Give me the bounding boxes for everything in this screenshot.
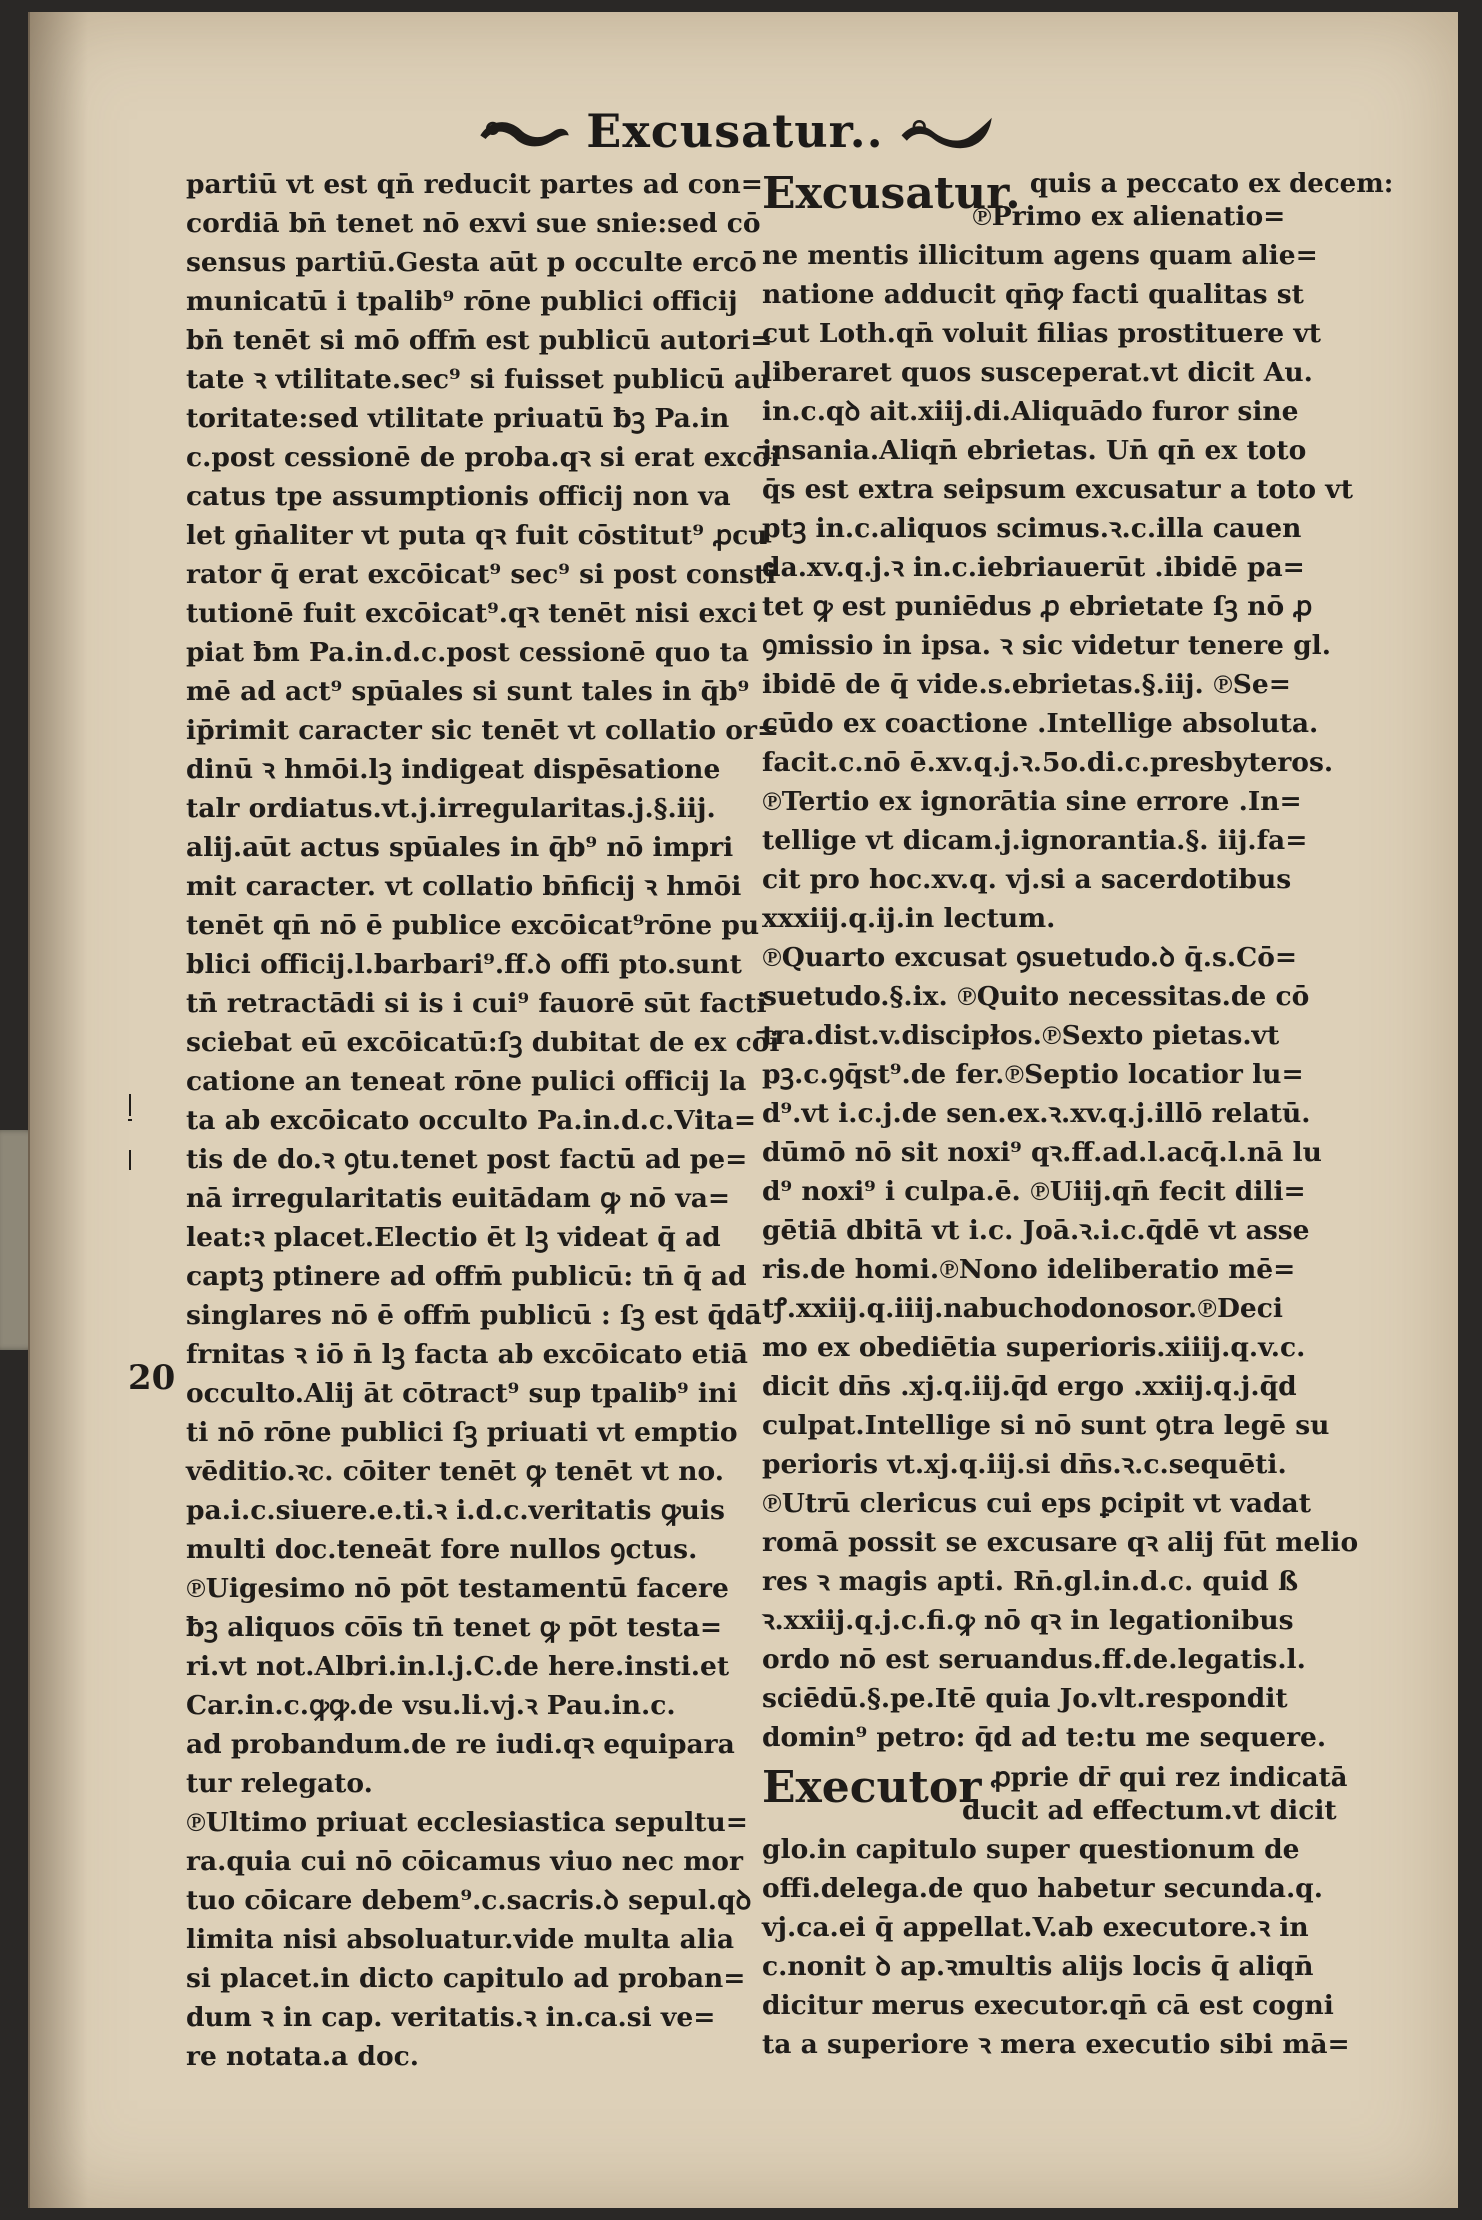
- text-line: ℗Tertio ex ignorātia sine errore .In=: [762, 786, 1302, 817]
- fleuron-left-icon: [475, 106, 572, 156]
- text-line: occulto.Alij āt cōtract⁹ sup tpalib⁹ ini: [186, 1378, 738, 1409]
- text-line: ibidē de q̄ vide.s.ebrietas.§.iij. ℗Se=: [762, 669, 1291, 700]
- text-line: talr ordiatus.vt.j.irregularitas.j.§.iij.: [186, 793, 716, 824]
- text-line: ad probandum.de re iudi.qꝛ equipara: [186, 1729, 735, 1760]
- text-line: let gn̄aliter vt puta qꝛ fuit cōstitut⁹ ꝓcu: [186, 520, 768, 551]
- text-line: suetudo.§.ix. ℗Quito necessitas.de cō: [762, 981, 1310, 1012]
- text-line: tellige vt dicam.j.ignorantia.§. iij.fa=: [762, 825, 1308, 856]
- text-line: ip̄rimit caracter sic tenēt vt collatio or=: [186, 715, 780, 746]
- text-line: pꝫ.c.ꝯq̄st⁹.de fer.℗Septio locatior lu=: [762, 1059, 1304, 1090]
- text-line: ꝯmissio in ipsa. ꝛ sic videtur tenere gl.: [762, 630, 1331, 661]
- text-line: dinū ꝛ hmōi.lꝫ indigeat dispēsatione: [186, 754, 721, 785]
- text-line: ℗Uigesimo nō pōt testamentū facere: [186, 1573, 729, 1604]
- text-line: leat:ꝛ placet.Electio ēt lꝫ videat q̄ ad: [186, 1222, 721, 1253]
- text-line: dicitur merus executor.qn̄ cā est cogni: [762, 1990, 1334, 2021]
- text-line: rator q̄ erat excōicat⁹ sec⁹ si post consti: [186, 559, 777, 590]
- margin-number: 20: [128, 1358, 176, 1398]
- text-line: gētiā dbitā vt i.c. Joā.ꝛ.i.c.q̄dē vt asse: [762, 1215, 1310, 1246]
- text-line: domin⁹ petro: q̄d ad te:tu me sequere.: [762, 1722, 1327, 1753]
- text-line: blici officij.l.barbari⁹.ff.ꝺ offi pto.sunt: [186, 949, 742, 980]
- text-line: xxxiij.q.ij.in lectum.: [762, 903, 1056, 934]
- text-line: tenēt qn̄ nō ē publice excōicat⁹rōne pu: [186, 910, 760, 941]
- text-line: mē ad act⁹ spūales si sunt tales in q̄b⁹: [186, 676, 750, 707]
- text-line: ℗Ultimo priuat ecclesiastica sepultu=: [186, 1807, 749, 1838]
- text-line: bn̄ tenēt si mō offm̄ est publicū autori=: [186, 325, 773, 356]
- text-line: vj.ca.ei q̄ appellat.V.ab executore.ꝛ in: [762, 1912, 1309, 1943]
- text-line: da.xv.q.j.ꝛ in.c.iebriauerūt .ibidē pa=: [762, 552, 1305, 583]
- text-line: in.c.qꝺ ait.xiij.di.Aliquādo furor sine: [762, 396, 1299, 427]
- text-line: offi.delega.de quo habetur secunda.q.: [762, 1873, 1323, 1904]
- text-line: ra.quia cui nō cōicamus viuo nec mor: [186, 1846, 743, 1877]
- text-line: c.nonit ꝺ ap.ꝛmultis alijs locis q̄ aliqn̄: [762, 1951, 1314, 1982]
- text-line: tuo cōicare debem⁹.c.sacris.ꝺ sepul.qꝺ: [186, 1885, 752, 1916]
- text-line: dum ꝛ in cap. veritatis.ꝛ in.ca.si ve=: [186, 2002, 716, 2033]
- text-line: ℗Primo ex alienatio=: [972, 201, 1286, 232]
- running-header: [475, 96, 995, 166]
- text-line: sciebat eū excōicatū:ſꝫ dubitat de ex cōi: [186, 1027, 780, 1058]
- text-line: romā possit se excusare qꝛ alij fūt melio: [762, 1527, 1359, 1558]
- text-line: facit.c.nō ē.xv.q.j.ꝛ.5o.di.c.presbyteros.: [762, 747, 1334, 778]
- text-line: cit pro hoc.xv.q. vj.si a sacerdotibus: [762, 864, 1292, 895]
- text-line: sensus partiū.Gesta aūt p occulte ercō: [186, 247, 757, 278]
- text-line: ti nō rōne publici ſꝫ priuati vt emptio: [186, 1417, 738, 1448]
- text-line: piat ƀm Pa.in.d.c.post cessionē quo ta: [186, 637, 749, 668]
- text-line: ordo nō est seruandus.ff.de.legatis.l.: [762, 1644, 1306, 1675]
- heading-rest: quis a peccato ex decem:: [1029, 169, 1394, 199]
- text-line: dūmō nō sit noxi⁹ qꝛ.ff.ad.l.acq̄.l.nā lu: [762, 1137, 1322, 1168]
- text-line: tate ꝛ vtilitate.sec⁹ si fuisset publicū au: [186, 364, 771, 395]
- text-line: natione adducit qn̄ꝙ facti qualitas st: [762, 279, 1304, 310]
- text-line: frnitas ꝛ iō n̄ lꝫ facta ab excōicato etiā: [186, 1339, 748, 1370]
- text-line: tis de do.ꝛ ꝯtu.tenet post factū ad pe=: [186, 1144, 748, 1175]
- text-line: ne mentis illicitum agens quam alie=: [762, 240, 1318, 271]
- text-line: ℗Quarto excusat ꝯsuetudo.ꝺ q̄.s.Cō=: [762, 942, 1298, 973]
- text-line: glo.in capitulo super questionum de: [762, 1834, 1300, 1865]
- heading-rest: ꝓprie dr̄ qui rez indicatā: [990, 1763, 1348, 1793]
- margin-marks: [120, 1090, 140, 1180]
- gutter-shadow: [28, 12, 88, 2208]
- text-line: re notata.a doc.: [186, 2041, 420, 2072]
- text-line: ℗Utrū clericus cui eps ꝑcipit vt vadat: [762, 1488, 1311, 1519]
- text-line: ducit ad effectum.vt dicit: [962, 1795, 1337, 1826]
- text-line: mo ex obediētia superioris.xiiij.q.v.c.: [762, 1332, 1306, 1363]
- text-line: catione an teneat rōne pulici officij la: [186, 1066, 747, 1097]
- text-line: ta a superiore ꝛ mera executio sibi mā=: [762, 2029, 1350, 2060]
- text-line: sciēdū.§.pe.Itē quia Jo.vlt.respondit: [762, 1683, 1288, 1714]
- text-line: Car.in.c.ꝙꝙ.de vsu.li.vj.ꝛ Pau.in.c.: [186, 1690, 676, 1721]
- text-line: ꝛ.xxiij.q.j.c.fi.ꝙ nō qꝛ in legationibus: [762, 1605, 1294, 1636]
- text-line: d⁹.vt i.c.j.de sen.ex.ꝛ.xv.q.j.illō relatū.: [762, 1098, 1311, 1129]
- text-line: cūdo ex coactione .Intellige absoluta.: [762, 708, 1319, 739]
- heading-word: Excusatur.: [762, 168, 1021, 219]
- text-line: limita nisi absoluatur.vide multa alia: [186, 1924, 735, 1955]
- text-line: captꝫ ptinere ad offm̄ publicū: tn̄ q̄ ad: [186, 1261, 747, 1292]
- text-line: pa.i.c.siuere.e.ti.ꝛ i.d.c.veritatis ꝙuis: [186, 1495, 725, 1526]
- text-line: culpat.Intellige si nō sunt ꝯtra legē su: [762, 1410, 1330, 1441]
- text-line: cordiā bn̄ tenet nō exvi sue snie:sed cō: [186, 208, 761, 239]
- text-line: tur relegato.: [186, 1768, 373, 1799]
- text-line: res ꝛ magis apti. Rn̄.gl.in.d.c. quid ß: [762, 1566, 1299, 1597]
- text-line: cut Loth.qn̄ voluit filias prostituere vt: [762, 318, 1322, 349]
- text-line: multi doc.teneāt fore nullos ꝯctus.: [186, 1534, 698, 1565]
- text-line: ta ab excōicato occulto Pa.in.d.c.Vita=: [186, 1105, 757, 1136]
- text-line: nā irregularitatis euitādam ꝙ nō va=: [186, 1183, 731, 1214]
- text-line: municatū i tpalib⁹ rōne publici officij: [186, 286, 738, 317]
- text-line: toritate:sed vtilitate priuatū ƀꝫ Pa.in: [186, 403, 730, 434]
- text-line: dicit dn̄s .xj.q.iij.q̄d ergo .xxiij.q.j.q̄d: [762, 1371, 1297, 1402]
- text-line: catus tpe assumptionis officij non va: [186, 481, 731, 512]
- fleuron-right-icon: [898, 106, 995, 156]
- text-line: c.post cessionē de proba.qꝛ si erat excōi: [186, 442, 781, 473]
- text-line: d⁹ noxi⁹ i culpa.ē. ℗Uiij.qn̄ fecit dili=: [762, 1176, 1306, 1207]
- text-line: mit caracter. vt collatio bn̄ficij ꝛ hmōi: [186, 871, 742, 902]
- text-line: tet ꝙ est puniēdus ꝓ ebrietate ſꝫ nō ꝓ: [762, 591, 1313, 622]
- text-line: tra.dist.v.discipłos.℗Sexto pietas.vt: [762, 1020, 1280, 1051]
- text-line: ƀꝫ aliquos cōīs tn̄ tenet ꝙ pōt testa=: [186, 1612, 723, 1643]
- text-line: tn̄ retractādi si is i cui⁹ fauorē sūt facti: [186, 988, 767, 1019]
- left-column: [186, 165, 781, 2076]
- text-line: tꝭ.xxiij.q.iiij.nabuchodonosor.℗Deci: [762, 1293, 1283, 1324]
- text-line: q̄s est extra seipsum excusatur a toto vt: [762, 474, 1353, 505]
- text-line: perioris vt.xj.q.iij.si dn̄s.ꝛ.c.sequēti.: [762, 1449, 1287, 1480]
- heading-word: Executor: [762, 1762, 982, 1813]
- text-line: alij.aūt actus spūales in q̄b⁹ nō impri: [186, 832, 734, 863]
- text-line: ris.de homi.℗Nono ideliberatio mē=: [762, 1254, 1296, 1285]
- header-title: Excusatur..: [586, 104, 884, 158]
- text-line: singlares nō ē offm̄ publicū : ſꝫ est q̄dā: [186, 1300, 762, 1331]
- text-line: vēditio.ꝛc. cōiter tenēt ꝙ tenēt vt no.: [186, 1456, 724, 1487]
- text-line: si placet.in dicto capitulo ad proban=: [186, 1963, 746, 1994]
- text-line: liberaret quos susceperat.vt dicit Au.: [762, 357, 1313, 388]
- text-line: insania.Aliqn̄ ebrietas. Un̄ qn̄ ex toto: [762, 435, 1307, 466]
- text-line: tutionē fuit excōicat⁹.qꝛ tenēt nisi exci: [186, 598, 758, 629]
- text-line: partiū vt est qn̄ reducit partes ad con=: [186, 169, 763, 200]
- text-line: ri.vt not.Albri.in.l.j.C.de here.insti.et: [186, 1651, 730, 1682]
- right-column: [762, 165, 1394, 2064]
- text-line: ptꝫ in.c.aliquos scimus.ꝛ.c.illa cauen: [762, 513, 1302, 544]
